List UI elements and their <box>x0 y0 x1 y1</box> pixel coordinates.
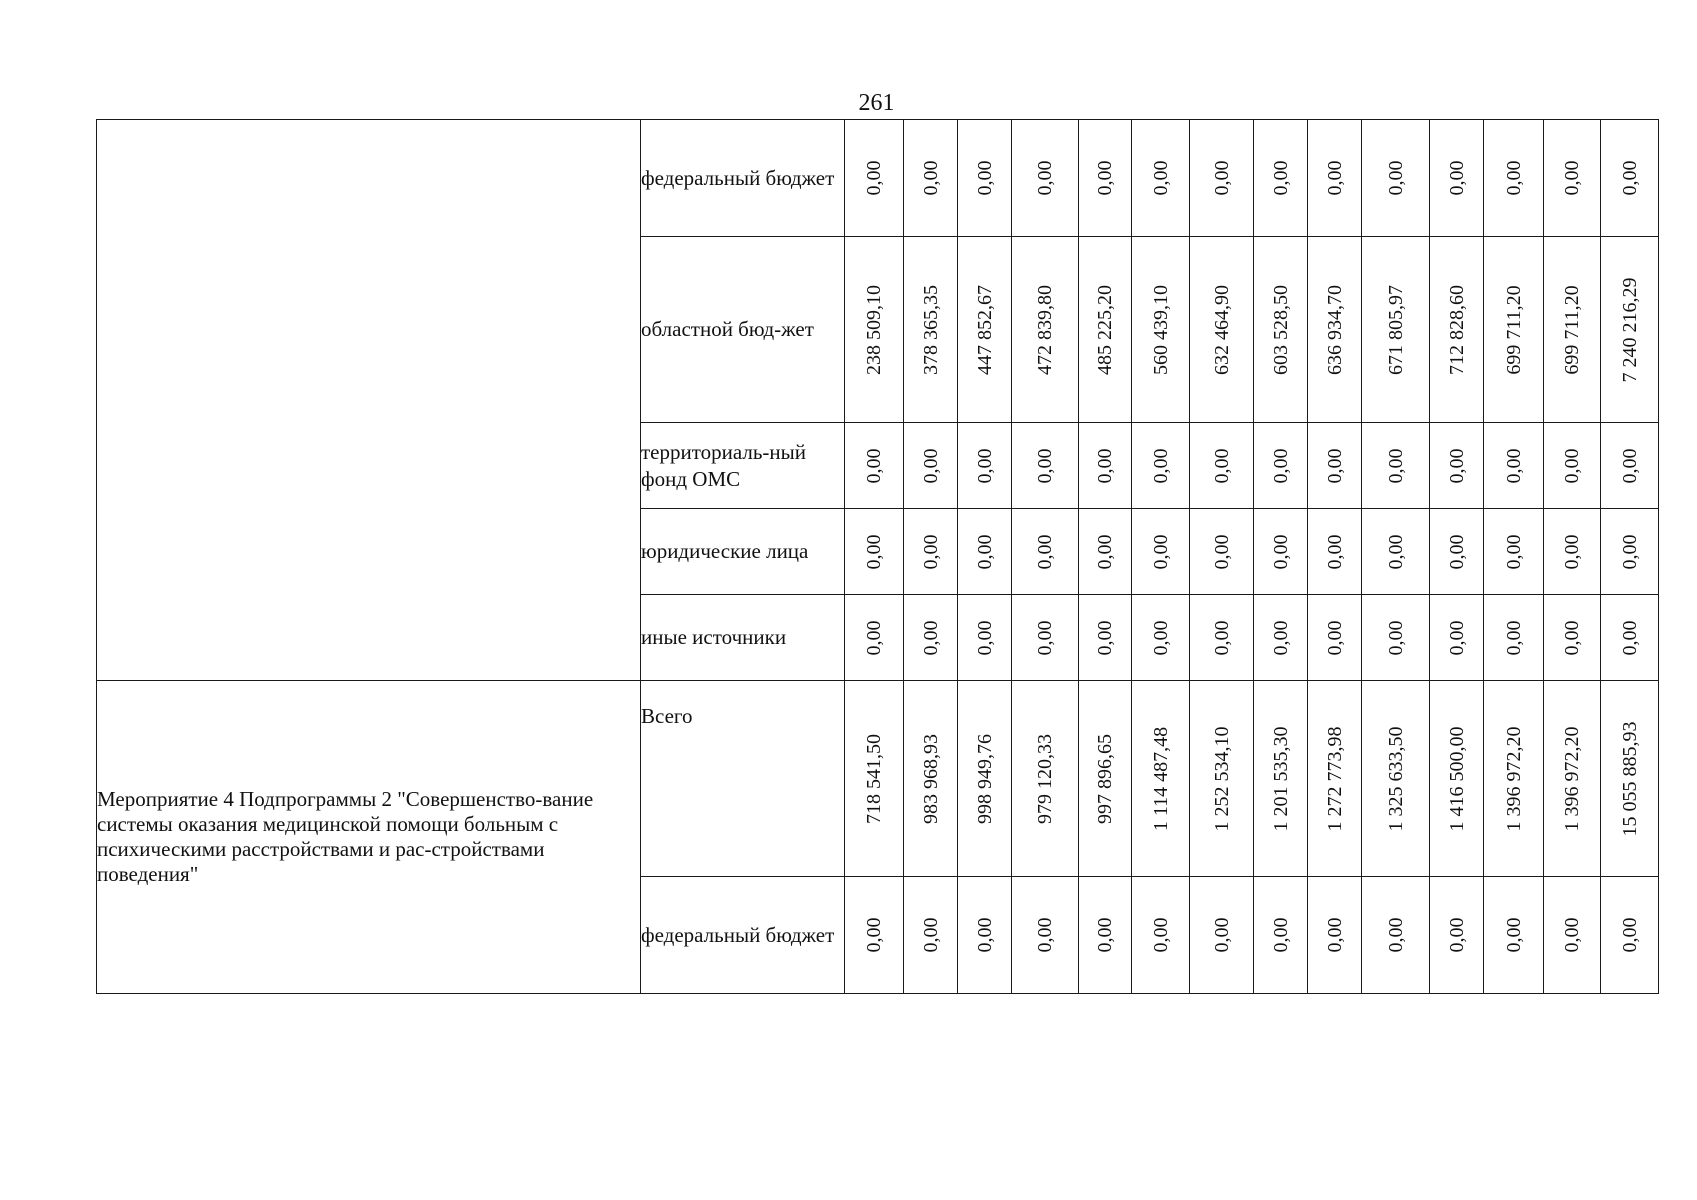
value-text: 0,00 <box>1094 160 1116 196</box>
value-text: 0,00 <box>1269 160 1292 196</box>
value-cell <box>958 877 1012 994</box>
value-text: 0,00 <box>1323 160 1346 196</box>
value-text: 0,00 <box>1618 160 1641 196</box>
value-text: 0,00 <box>1323 534 1346 569</box>
value-text: 0,00 <box>1149 448 1172 483</box>
value-cell <box>845 595 904 681</box>
value-text: 0,00 <box>1561 160 1583 196</box>
value-text: 0,00 <box>1210 917 1233 953</box>
value-cell <box>1430 423 1484 509</box>
value-text: 0,00 <box>1149 620 1172 655</box>
value-text: 0,00 <box>919 160 942 196</box>
value-cell <box>1132 423 1190 509</box>
value-cell <box>1190 423 1254 509</box>
value-text: 0,00 <box>1445 160 1468 196</box>
value-cell <box>1012 423 1079 509</box>
value-cell <box>1254 423 1308 509</box>
value-cell <box>1190 877 1254 994</box>
value-text: 0,00 <box>1561 620 1583 655</box>
value-cell <box>958 595 1012 681</box>
value-text: 0,00 <box>1149 917 1172 953</box>
value-cell <box>845 509 904 595</box>
value-text: 0,00 <box>1149 160 1172 196</box>
value-text: 0,00 <box>1502 448 1525 483</box>
value-text: 0,00 <box>1149 534 1172 569</box>
funding-source-cell: иные источники <box>641 595 845 681</box>
value-text: 0,00 <box>919 917 942 953</box>
value-text: 0,00 <box>1094 620 1116 655</box>
value-cell <box>1430 681 1484 877</box>
value-text: 1 201 535,30 <box>1269 726 1292 831</box>
value-cell <box>958 509 1012 595</box>
value-text: 0,00 <box>973 448 996 483</box>
value-text: 485 225,20 <box>1094 284 1116 375</box>
value-text: 0,00 <box>1445 534 1468 569</box>
value-text: 0,00 <box>973 160 996 196</box>
value-text: 0,00 <box>1502 620 1525 655</box>
value-cell <box>1132 595 1190 681</box>
value-text: 603 528,50 <box>1269 284 1292 375</box>
value-cell <box>1484 595 1544 681</box>
value-cell <box>845 237 904 423</box>
value-cell <box>1190 120 1254 237</box>
value-text: 0,00 <box>863 917 885 953</box>
value-text: 0,00 <box>1034 620 1056 655</box>
value-text: 0,00 <box>1384 620 1407 655</box>
value-cell <box>1079 595 1132 681</box>
value-cell <box>1254 877 1308 994</box>
value-cell <box>1430 120 1484 237</box>
value-text: 0,00 <box>1384 448 1407 483</box>
value-cell <box>1362 681 1430 877</box>
value-text: 0,00 <box>863 160 885 196</box>
value-text: 0,00 <box>863 620 885 655</box>
measure-name-cell: Мероприятие 4 Подпрограммы 2 "Совершенство-вание системы оказания медицинской помощи больным с психическими расстройствами и рас-стройствами поведения" <box>97 681 641 994</box>
value-cell <box>958 423 1012 509</box>
value-text: 0,00 <box>863 534 885 569</box>
value-cell <box>904 237 958 423</box>
value-text: 0,00 <box>1384 917 1407 953</box>
value-cell <box>1544 681 1601 877</box>
value-cell <box>1544 595 1601 681</box>
value-text: 0,00 <box>1323 620 1346 655</box>
funding-source-cell: Всего <box>641 681 845 877</box>
value-text: 472 839,80 <box>1034 284 1056 375</box>
value-cell <box>1079 423 1132 509</box>
value-cell <box>1308 877 1362 994</box>
funding-source-cell: федеральный бюджет <box>641 120 845 237</box>
value-cell <box>1132 681 1190 877</box>
value-text: 0,00 <box>1094 534 1116 569</box>
value-text: 0,00 <box>1445 620 1468 655</box>
value-text: 1 114 487,48 <box>1149 726 1172 831</box>
value-cell <box>1362 877 1430 994</box>
value-text: 1 416 500,00 <box>1445 726 1468 831</box>
value-text: 0,00 <box>973 917 996 953</box>
value-text: 979 120,33 <box>1034 733 1056 824</box>
value-text: 0,00 <box>1561 448 1583 483</box>
value-cell <box>904 681 958 877</box>
value-text: 7 240 216,29 <box>1618 277 1641 382</box>
value-cell <box>904 423 958 509</box>
value-cell <box>1079 120 1132 237</box>
value-text: 0,00 <box>1502 917 1525 953</box>
value-cell <box>1544 423 1601 509</box>
funding-table <box>96 119 1659 994</box>
value-text: 0,00 <box>1034 917 1056 953</box>
value-cell <box>1308 423 1362 509</box>
value-text: 0,00 <box>919 534 942 569</box>
value-text: 0,00 <box>1034 160 1056 196</box>
value-cell <box>1484 681 1544 877</box>
value-text: 0,00 <box>1269 534 1292 569</box>
value-cell <box>1308 237 1362 423</box>
value-cell <box>1254 509 1308 595</box>
page-number: 261 <box>858 90 895 116</box>
value-text: 0,00 <box>1502 534 1525 569</box>
value-cell <box>1362 423 1430 509</box>
value-text: 0,00 <box>973 620 996 655</box>
value-cell <box>1430 237 1484 423</box>
value-cell <box>1544 120 1601 237</box>
value-cell <box>845 681 904 877</box>
value-cell <box>845 423 904 509</box>
value-text: 1 396 972,20 <box>1561 726 1583 831</box>
value-cell <box>1362 595 1430 681</box>
value-cell <box>904 120 958 237</box>
value-text: 1 272 773,98 <box>1323 726 1346 831</box>
value-cell <box>1308 681 1362 877</box>
value-cell <box>1430 877 1484 994</box>
value-cell <box>1544 877 1601 994</box>
value-cell <box>904 877 958 994</box>
value-cell <box>1190 237 1254 423</box>
value-cell <box>1190 595 1254 681</box>
value-cell <box>1601 681 1659 877</box>
value-cell <box>1544 509 1601 595</box>
value-cell <box>1484 877 1544 994</box>
value-cell <box>958 120 1012 237</box>
value-text: 671 805,97 <box>1384 284 1407 375</box>
funding-source-cell: территориаль-ный фонд ОМС <box>641 423 845 509</box>
value-cell <box>1601 120 1659 237</box>
value-text: 1 396 972,20 <box>1502 726 1525 831</box>
value-text: 718 541,50 <box>863 733 885 824</box>
value-cell <box>1601 509 1659 595</box>
value-cell <box>1012 595 1079 681</box>
value-text: 0,00 <box>919 448 942 483</box>
funding-source-cell: федеральный бюджет <box>641 877 845 994</box>
value-cell <box>904 509 958 595</box>
value-text: 0,00 <box>1618 534 1641 569</box>
value-cell <box>1484 120 1544 237</box>
measure-name-cell <box>97 120 641 681</box>
value-text: 0,00 <box>1323 448 1346 483</box>
value-cell <box>1484 509 1544 595</box>
value-cell <box>1601 423 1659 509</box>
value-cell <box>1079 237 1132 423</box>
value-cell <box>1132 509 1190 595</box>
value-cell <box>1601 877 1659 994</box>
value-text: 699 711,20 <box>1502 284 1525 375</box>
value-cell <box>1601 595 1659 681</box>
value-text: 0,00 <box>1034 534 1056 569</box>
value-text: 15 055 885,93 <box>1618 721 1641 836</box>
value-cell <box>1132 877 1190 994</box>
value-cell <box>1430 509 1484 595</box>
value-cell <box>1254 120 1308 237</box>
value-text: 0,00 <box>919 620 942 655</box>
value-cell <box>1254 237 1308 423</box>
value-text: 0,00 <box>1445 448 1468 483</box>
value-text: 560 439,10 <box>1149 284 1172 375</box>
value-text: 0,00 <box>1384 534 1407 569</box>
value-text: 0,00 <box>1561 917 1583 953</box>
value-text: 0,00 <box>1094 448 1116 483</box>
value-text: 238 509,10 <box>863 284 885 375</box>
value-cell <box>1012 509 1079 595</box>
value-cell <box>1012 681 1079 877</box>
value-text: 447 852,67 <box>973 284 996 375</box>
value-cell <box>1012 237 1079 423</box>
value-cell <box>1430 595 1484 681</box>
value-cell <box>1308 120 1362 237</box>
value-text: 997 896,65 <box>1094 733 1116 824</box>
value-text: 0,00 <box>1269 620 1292 655</box>
value-cell <box>958 681 1012 877</box>
value-cell <box>1308 595 1362 681</box>
table-row <box>97 681 1659 877</box>
value-text: 0,00 <box>1323 917 1346 953</box>
value-text: 0,00 <box>1094 917 1116 953</box>
value-cell <box>1254 595 1308 681</box>
value-cell <box>845 120 904 237</box>
value-text: 699 711,20 <box>1561 284 1583 375</box>
value-text: 0,00 <box>973 534 996 569</box>
value-cell <box>1132 237 1190 423</box>
value-cell <box>1190 681 1254 877</box>
value-cell <box>1079 681 1132 877</box>
value-cell <box>1362 509 1430 595</box>
value-cell <box>1254 681 1308 877</box>
value-text: 0,00 <box>1561 534 1583 569</box>
value-text: 0,00 <box>1210 448 1233 483</box>
value-text: 0,00 <box>1502 160 1525 196</box>
value-text: 636 934,70 <box>1323 284 1346 375</box>
value-cell <box>1308 509 1362 595</box>
value-text: 0,00 <box>1445 917 1468 953</box>
funding-source-cell: юридические лица <box>641 509 845 595</box>
value-cell <box>1012 877 1079 994</box>
value-text: 1 325 633,50 <box>1384 726 1407 831</box>
value-cell <box>1362 120 1430 237</box>
value-text: 0,00 <box>863 448 885 483</box>
value-text: 0,00 <box>1618 448 1641 483</box>
value-cell <box>1544 237 1601 423</box>
table-row <box>97 120 1659 237</box>
value-text: 0,00 <box>1034 448 1056 483</box>
funding-source-cell: областной бюд-жет <box>641 237 845 423</box>
value-cell <box>1484 237 1544 423</box>
value-text: 0,00 <box>1618 917 1641 953</box>
value-text: 712 828,60 <box>1445 284 1468 375</box>
value-cell <box>1132 120 1190 237</box>
value-cell <box>1190 509 1254 595</box>
value-text: 0,00 <box>1269 448 1292 483</box>
value-cell <box>1484 423 1544 509</box>
value-text: 0,00 <box>1210 534 1233 569</box>
value-cell <box>1012 120 1079 237</box>
value-text: 983 968,93 <box>919 733 942 824</box>
value-cell <box>1601 237 1659 423</box>
value-text: 0,00 <box>1210 160 1233 196</box>
value-cell <box>1079 877 1132 994</box>
value-cell <box>845 877 904 994</box>
value-cell <box>1079 509 1132 595</box>
value-text: 0,00 <box>1384 160 1407 196</box>
value-cell <box>958 237 1012 423</box>
value-cell <box>904 595 958 681</box>
value-text: 0,00 <box>1618 620 1641 655</box>
value-text: 1 252 534,10 <box>1210 726 1233 831</box>
value-cell <box>1362 237 1430 423</box>
value-text: 998 949,76 <box>973 733 996 824</box>
value-text: 632 464,90 <box>1210 284 1233 375</box>
value-text: 0,00 <box>1210 620 1233 655</box>
value-text: 0,00 <box>1269 917 1292 953</box>
value-text: 378 365,35 <box>919 284 942 375</box>
